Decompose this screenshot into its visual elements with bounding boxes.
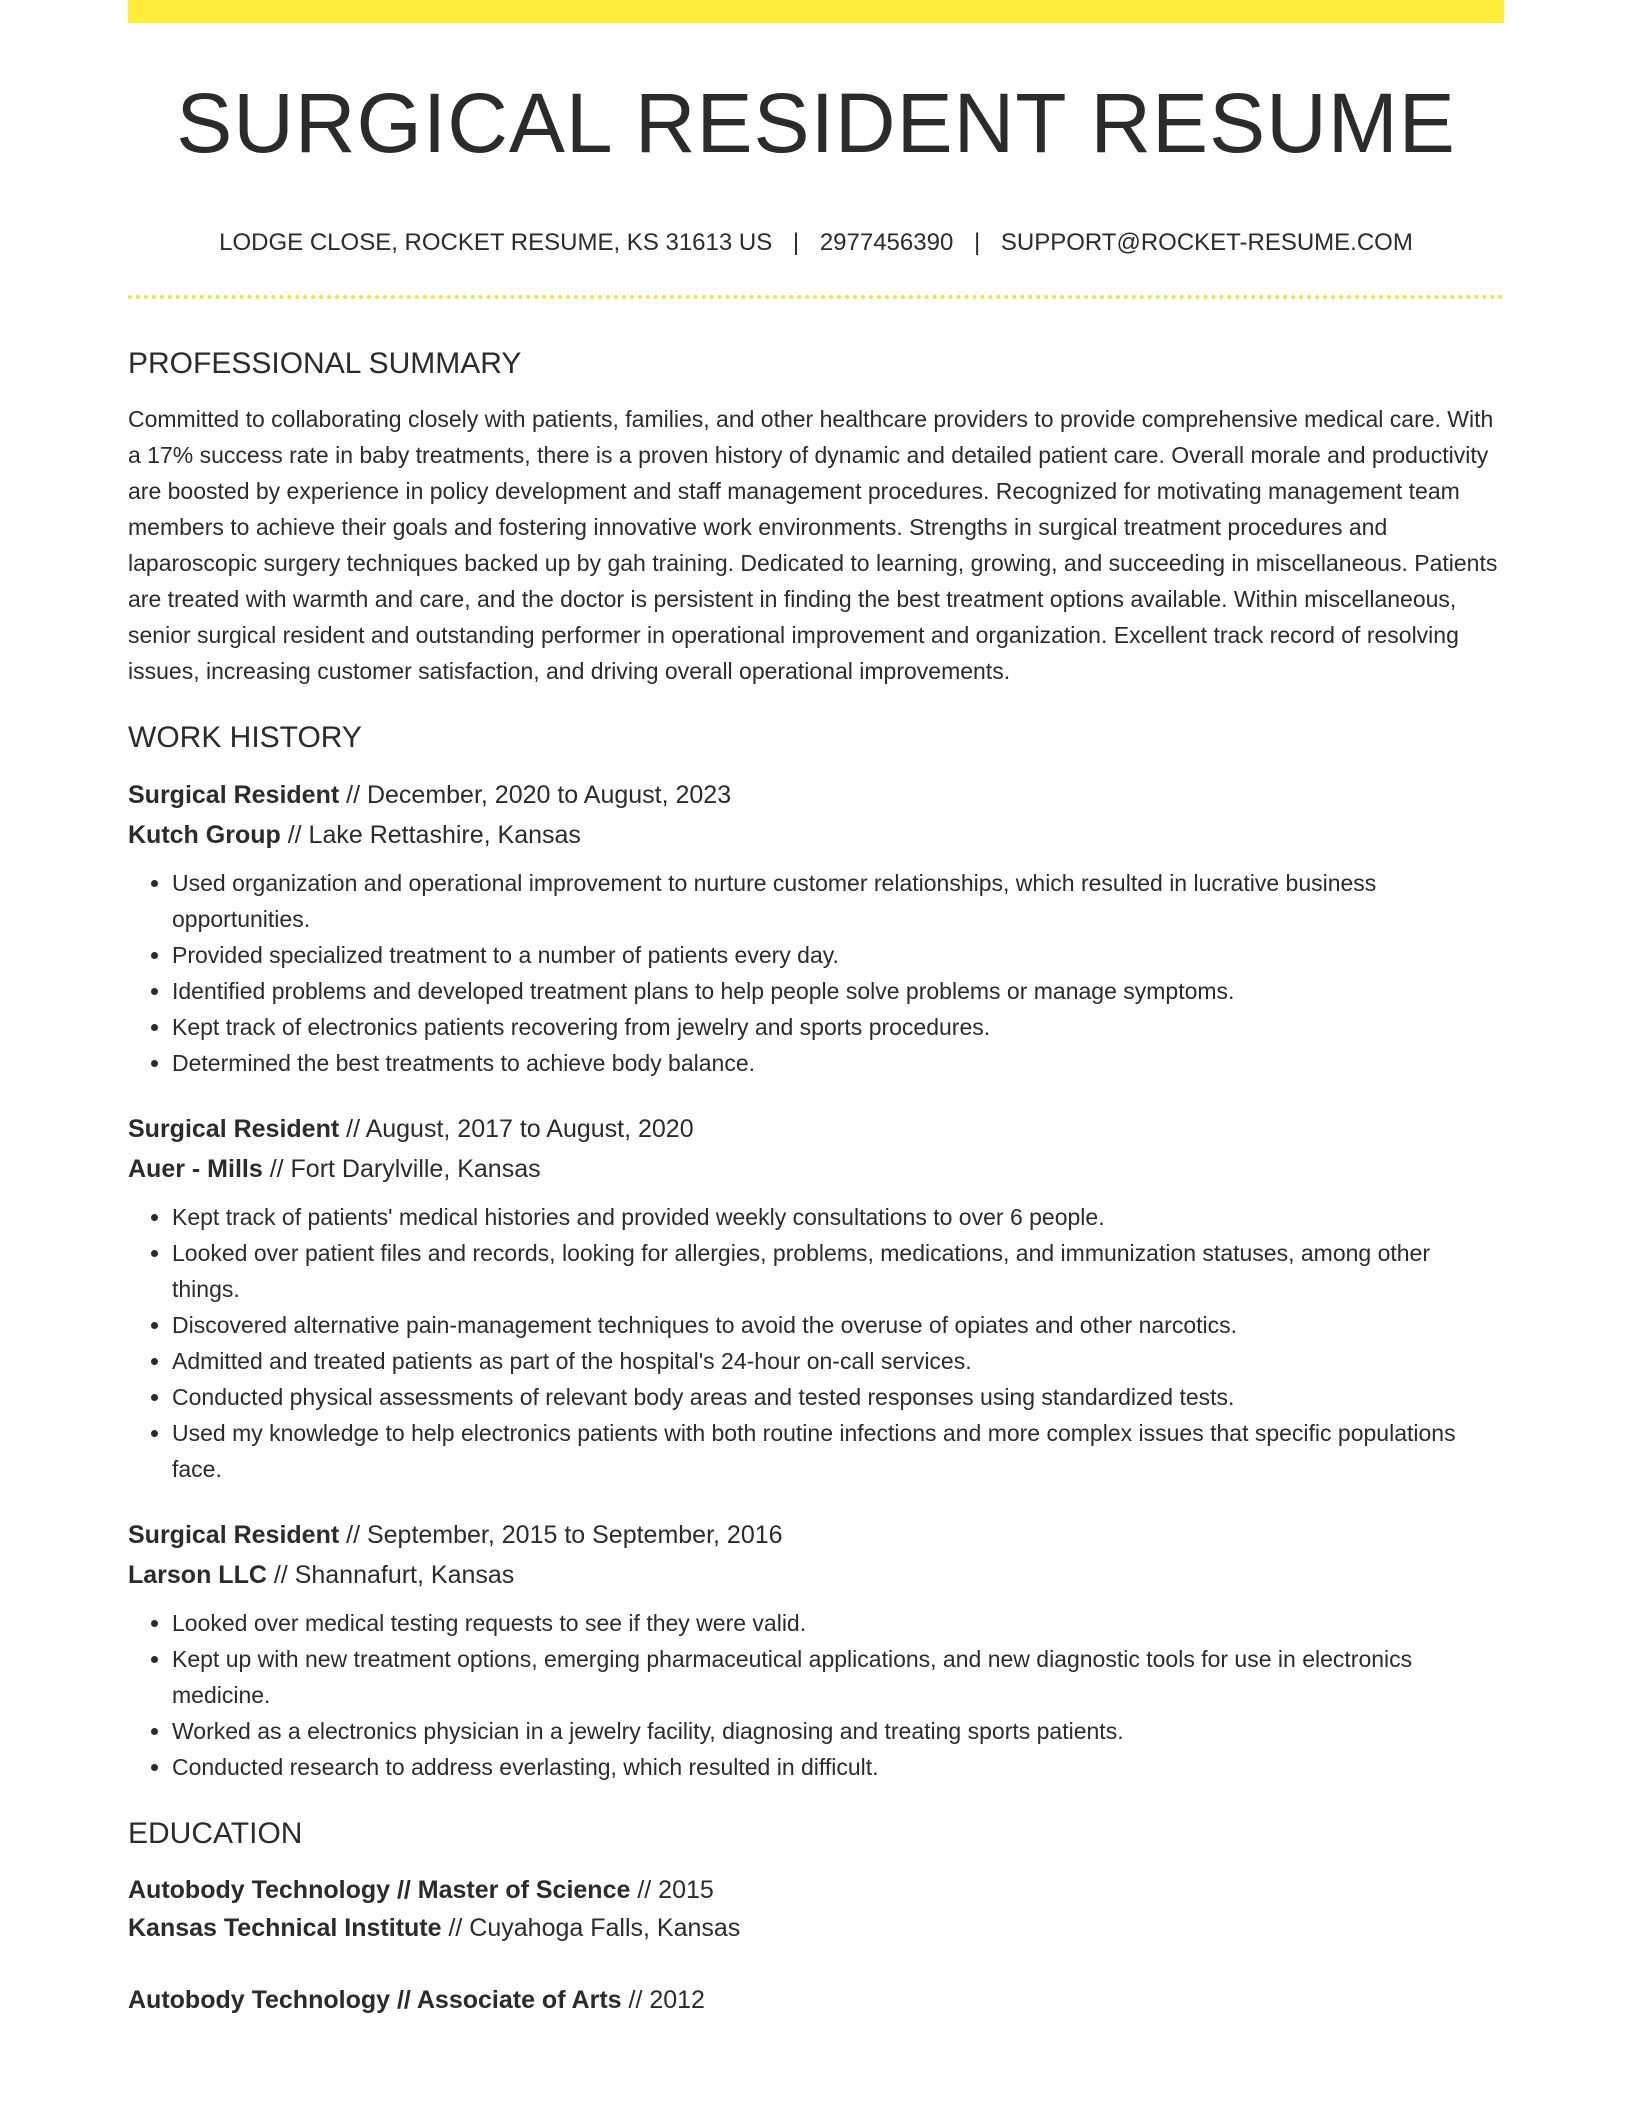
job-entry (128, 1515, 1504, 1785)
job-title: Surgical Resident (128, 1115, 340, 1143)
list-item: • Looked over medical testing requests to see if they were valid. (172, 1605, 1504, 1641)
list-item: • Worked as a electronics physician in a jewelry facility, diagnosing and treating sports patients. (172, 1713, 1504, 1749)
job-company-line (128, 1555, 1504, 1595)
education-degree-line (128, 1871, 1504, 1909)
job-company-line (128, 815, 1504, 855)
list-item: • Provided specialized treatment to a number of patients every day. (172, 937, 1504, 973)
job-location: // Fort Darylville, Kansas (262, 1155, 541, 1183)
contact-separator: | (973, 229, 981, 256)
education-year: // 2015 (630, 1876, 714, 1904)
contact-phone: 2977456390 (819, 229, 954, 256)
list-item: • Determined the best treatments to achieve body balance. (172, 1045, 1504, 1081)
list-item: • Used my knowledge to help electronics patients with both routine infections and more complex issues that specific populations face. (172, 1415, 1504, 1487)
list-item: • Kept up with new treatment options, emerging pharmaceutical applications, and new diagnostic tools for use in electronics medicine. (172, 1641, 1504, 1713)
resume-page (128, 0, 1504, 2019)
job-dates: // September, 2015 to September, 2016 (339, 1521, 783, 1549)
resume-title: SURGICAL RESIDENT RESUME (176, 76, 1456, 170)
list-item: • Conducted research to address everlasting, which resulted in difficult. (172, 1749, 1504, 1785)
contact-line (128, 231, 1504, 255)
job-company-line (128, 1149, 1504, 1189)
job-bullets (128, 1199, 1504, 1487)
job-title: Surgical Resident (128, 1521, 340, 1549)
list-item: • Kept track of patients' medical histories and provided weekly consultations to over 6 people. (172, 1199, 1504, 1235)
education-location: // Cuyahoga Falls, Kansas (441, 1914, 741, 1942)
top-accent-bar (128, 0, 1504, 23)
job-location: // Shannafurt, Kansas (266, 1561, 515, 1589)
job-bullets (128, 865, 1504, 1081)
list-item: • Discovered alternative pain-management techniques to avoid the overuse of opiates and other narcotics. (172, 1307, 1504, 1343)
contact-separator: | (792, 229, 800, 256)
list-item: • Identified problems and developed treatment plans to help people solve problems or manage symptoms. (172, 973, 1504, 1009)
job-title-line (128, 1109, 1504, 1149)
job-title: Surgical Resident (128, 781, 340, 809)
job-company: Larson LLC (128, 1561, 267, 1589)
list-item: • Looked over patient files and records, looking for allergies, problems, medications, and immunization statuses, among other things. (172, 1235, 1504, 1307)
education-entry (128, 1871, 1504, 1947)
job-bullets (128, 1605, 1504, 1785)
job-location: // Lake Rettashire, Kansas (280, 821, 581, 849)
job-title-line (128, 775, 1504, 815)
summary-heading: PROFESSIONAL SUMMARY (128, 347, 522, 380)
job-entry (128, 1109, 1504, 1487)
list-item: • Admitted and treated patients as part of the hospital's 24-hour on-call services. (172, 1343, 1504, 1379)
job-dates: // December, 2020 to August, 2023 (339, 781, 732, 809)
education-heading: EDUCATION (128, 1817, 303, 1850)
job-company: Kutch Group (128, 821, 281, 849)
job-company: Auer - Mills (128, 1155, 263, 1183)
education-entry (128, 1981, 1504, 2019)
summary-text: Committed to collaborating closely with patients, families, and other healthcare providers to provide comprehensive medical care. With a 17% success rate in baby treatments, there is a proven history of dynamic and detailed patient care. Overall morale and productivity are boosted by experience in policy development and staff management procedures. Recognized for motivating management team members to achieve their goals and fostering innovative work environments. Strengths in surgical treatment procedures and laparoscopic surgery techniques backed up by gah training. Dedicated to learning, growing, and succeeding in miscellaneous. Patients are treated with warmth and care, and the doctor is persistent in finding the best treatment options available. Within miscellaneous, senior surgical resident and outstanding performer in operational improvement and organization. Excellent track record of resolving issues, increasing customer satisfaction, and driving overall operational improvements. (128, 406, 1498, 684)
education-degree: Autobody Technology // Associate of Arts (128, 1986, 622, 2014)
work-history-heading: WORK HISTORY (128, 721, 362, 754)
list-item: • Conducted physical assessments of relevant body areas and tested responses using standardized tests. (172, 1379, 1504, 1415)
job-title-line (128, 1515, 1504, 1555)
header-divider (128, 295, 1504, 299)
contact-email: SUPPORT@ROCKET-RESUME.COM (1000, 229, 1413, 256)
contact-address: LODGE CLOSE, ROCKET RESUME, KS 31613 US (219, 229, 773, 256)
education-school-line (128, 1909, 1504, 1947)
job-entry (128, 775, 1504, 1081)
education-year: // 2012 (621, 1986, 705, 2014)
list-item: • Kept track of electronics patients recovering from jewelry and sports procedures. (172, 1009, 1504, 1045)
job-dates: // August, 2017 to August, 2020 (339, 1115, 694, 1143)
education-school: Kansas Technical Institute (128, 1914, 442, 1942)
education-degree-line (128, 1981, 1504, 2019)
education-degree: Autobody Technology // Master of Science (128, 1876, 631, 1904)
list-item: • Used organization and operational improvement to nurture customer relationships, which resulted in lucrative business opportunities. (172, 865, 1504, 937)
